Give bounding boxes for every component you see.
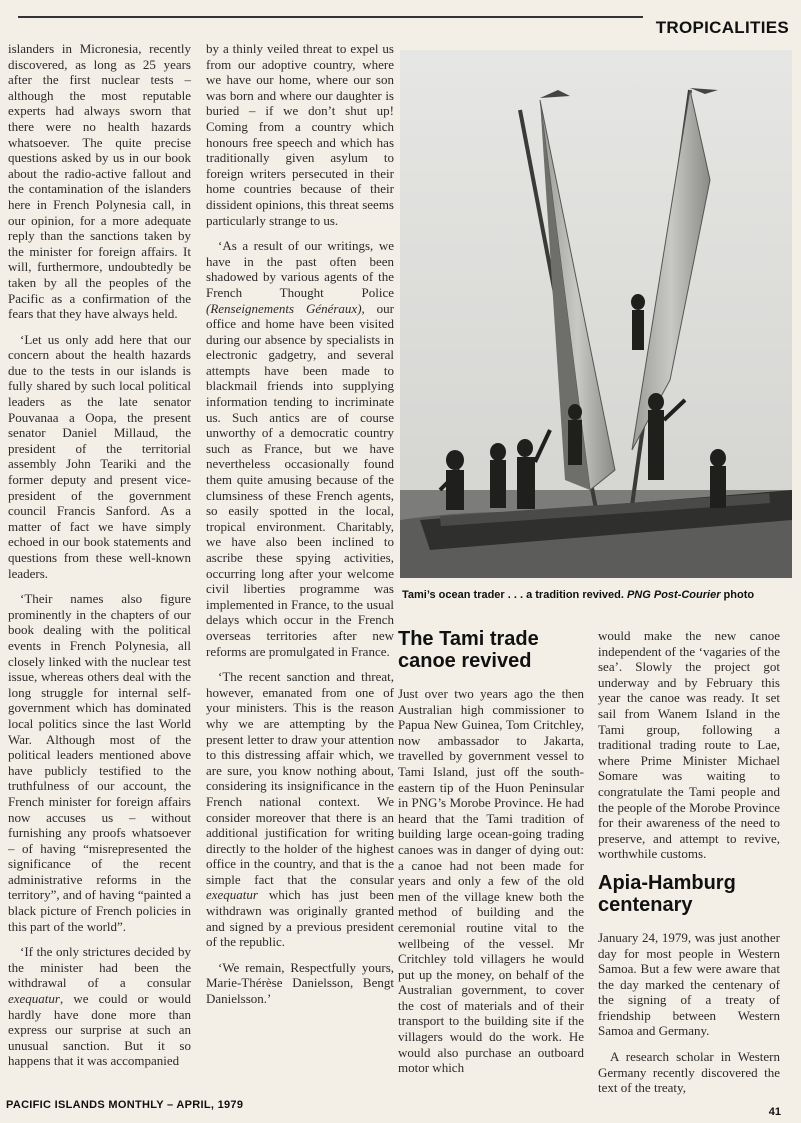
canoe-photo [400, 50, 792, 578]
paragraph [206, 238, 394, 659]
text-run: which has just been withdrawn was originally granted and signed by a previous president of the republic. [206, 887, 394, 950]
italic-term: exequatur [8, 991, 60, 1007]
article-headline: The Tami trade canoe revived [398, 628, 539, 672]
column-4 [598, 628, 780, 1106]
italic-term: exequatur [206, 887, 258, 903]
column-1 [8, 41, 191, 1079]
text-run: , our office and home have been visited during our absence by specialists in electronic gadgetry, and several attempts have been made to blackmail friends into supplying information tending to incriminate us. Such antics are of course unworthy of a democratic country such as France, but we have nevertheless occasionally found them quite amusing because of the clumsiness of these French agents, so easily spotted in the local, tropical environment. Charitably, we have also been inclined to ascribe these spying activities, occurring long after your welcome civil liberties programme was implemented in France, to the usual delays which occur in the French overseas territories after new reforms are promulgated in France. [206, 300, 394, 659]
paragraph: ‘We remain, Respectfully yours, Marie-Thérèse Danielsson, Bengt Danielsson.’ [206, 959, 394, 1007]
paragraph [8, 944, 191, 1069]
paragraph: A research scholar in Western Germany recently discovered the text of the treaty, [598, 1049, 780, 1096]
page-number: 41 [768, 1106, 781, 1118]
publication-footer: PACIFIC ISLANDS MONTHLY – APRIL, 1979 [6, 1099, 244, 1111]
column-3 [398, 628, 584, 1086]
text-run: , we could or would hardly have done more than express our surprise at such an unusual sanction. But it so happens that it was accompanied [8, 991, 191, 1069]
paragraph [206, 669, 394, 950]
paragraph: would make the new canoe independent of the ‘vagaries of the sea’. Slowly the project got underway and by February this year the canoe was ready. It set sail from Wanem Island in the Tami group, following a traditional trading route to Lae, where Prime Minister Michael Somare was waiting to congratulate the Tami people and the people of the Morobe Province for their awareness of the need to preserve, and attempt to revive, worthwhile customs. [598, 628, 780, 862]
photo-caption [402, 589, 790, 602]
italic-term: (Renseignements Généraux) [206, 300, 362, 316]
paragraph: ‘Let us only add here that our concern about the health hazards due to the tests in our islands is fully shared by such local political leaders as the late senator Pouvanaa a Oopa, the present senator Daniel Millaud, the president of the territorial assembly John Teariki and the former deputy and present vice-president of the government council Francis Sanford. As a matter of fact we have simply echoed in our book statements and questions from these well-known leaders. [8, 331, 191, 581]
paragraph: by a thinly veiled threat to expel us from our adoptive country, where we have our home, where our son was born and where our daughter is buried – if we don’t shut up! Coming from a country which honours free speech and which has traditionally given asylum to foreign writers persecuted in their home countries because of their dissident opinions, this threat seems particularly strange to us. [206, 41, 394, 228]
caption-text: Tami’s ocean trader . . . a tradition revived. [402, 589, 627, 601]
section-title: TROPICALITIES [655, 18, 789, 37]
column-2 [206, 41, 394, 1017]
text-run: ‘As a result of our writings, we have in the past often been shadowed by various agents of the French Thought Police [206, 238, 394, 300]
paragraph: January 24, 1979, was just another day for most people in Western Samoa. But a few were aware that the day marked the centenary of the signing of a treaty of friendship between Western Samoa and Germany. [598, 929, 780, 1039]
caption-text: photo [720, 589, 755, 601]
text-run: ‘The recent sanction and threat, however, emanated from one of your ministers. This is the reason why we are attempting by the present letter to draw your attention to this distressing affair which, we are sure, you know nothing about, considering its insignificance in the French national context. We consider moreover that there is an additional justification for writing directly to the holder of the highest office in the country, and that is the simple fact that the consular [206, 669, 394, 887]
paragraph: Just over two years ago the then Australian high commissioner to Papua New Guinea, Tom Critchley, now ambassador to Jakarta, travelled by government vessel to Tami Island, just off the south-eastern tip of the Huon Peninsular in PNG’s Morobe Province. He had heard that the Tami tradition of building large ocean-going trading canoes was in danger of dying out: a canoe had not been made for years and only a few of the old men of the village knew both the method of building and the ceremonial routine vital to the wellbeing of the vessel. Mr Critchley told villagers he would put up the money, on behalf of the Australian government, to cover the cost of materials and of their transport to the building site if the villagers would do the work. He would also purchase an outboard motor which [398, 686, 584, 1076]
caption-credit: PNG Post-Courier [626, 589, 721, 601]
header-rule [18, 16, 643, 18]
paragraph: ‘Their names also figure prominently in the chapters of our book dealing with the political events in French Polynesia, all closely linked with the nuclear test issue, whereas others deal with the long struggle for internal self-government which has dominated local politics since the last World War. Although most of the political leaders mentioned above have publicly testified to the truthfulness of our account, the French minister for foreign affairs now accuses us – without furnishing any proofs whatsoever – of having “misrepresented the significance of the recent administrative reforms in the territory”, and of having “painted a black picture of French policies in this part of the world”. [8, 591, 191, 934]
text-run: ‘If the only strictures decided by the minister had been the withdrawal of a consular [8, 944, 191, 991]
article-headline: Apia-Hamburg centenary [598, 871, 736, 916]
paragraph: islanders in Micronesia, recently discovered, as long as 25 years after the first nuclear tests – although the most reputable experts had always sworn that there were no health hazards whatsoever. The quite precise questions asked by us in our book about the radio-active fallout and the contamination of the islanders here in French Polynesia call, in our opinion, for a more adequate reply than the sanctions taken by the minister for foreign affairs. It will, furthermore, undoubtedly be taken by all the peoples of the Pacific as a confirmation of the fears that they have always held. [8, 41, 191, 322]
